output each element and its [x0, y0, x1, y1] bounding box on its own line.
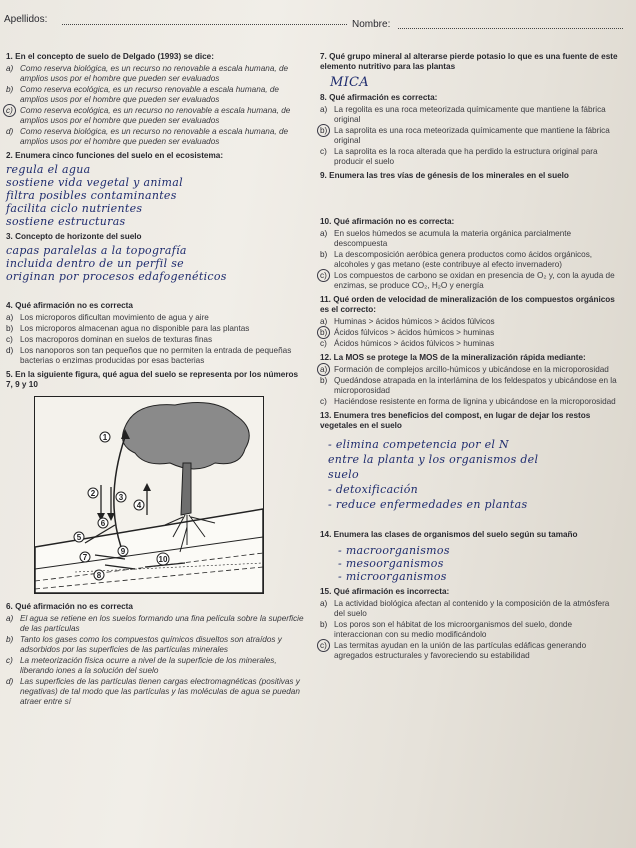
handwritten-answer[interactable]: - macroorganismos - mesoorganismos - microorganismos	[338, 544, 450, 583]
option-c[interactable]: c) Como reserva ecológica, es un recurso no renovable a escala humana, de amplios usos por el hombre que pueden ser evaluados	[6, 106, 291, 125]
option-d[interactable]: d) Los nanoporos son tan pequeños que no permiten la entrada de pequeñas bacterias o enzimas producidas por esas bacterias	[6, 346, 292, 365]
option-b[interactable]: b) Los poros son el hábitat de los microorganismos del suelo, donde interaccionan con su medio modificándolo	[320, 620, 573, 639]
figure-label: 9	[120, 547, 126, 556]
question-title: 12. La MOS se protege la MOS de la mineralización rápida mediante:	[320, 353, 586, 362]
header	[0, 14, 636, 34]
option-a[interactable]: a) La regolita es una roca meteorizada químicamente que mantiene la fábrica original	[320, 105, 606, 124]
selected-circle: b)	[320, 126, 334, 146]
question-title: 13. Enumera tres beneficios del compost, en lugar de dejar los restos vegetales en el suelo	[320, 411, 591, 430]
question-3	[6, 232, 306, 283]
tree-canopy	[123, 403, 250, 469]
handwritten-answer[interactable]: MICA	[330, 75, 369, 90]
question-9	[320, 171, 620, 213]
question-title: 4. Qué afirmación no es correcta	[6, 301, 133, 310]
option-b[interactable]: b) Como reserva ecológica, es un recurso renovable a escala humana, de amplios usos por el hombre que pueden ser evaluados	[6, 85, 279, 104]
question-title: 3. Concepto de horizonte del suelo	[6, 232, 142, 241]
question-title: 14. Enumera las clases de organismos del suelo según su tamaño	[320, 530, 578, 539]
option-b[interactable]: b) La descomposición aeróbica genera productos como ácidos orgánicos, alcoholes y gas metano (este contribuye al efecto invernadero)	[320, 250, 593, 269]
answer-space[interactable]	[320, 183, 620, 213]
question-title: 10. Qué afirmación no es correcta:	[320, 217, 455, 226]
arrow-head	[143, 483, 151, 491]
figure-label: 2	[90, 489, 96, 498]
option-a[interactable]: a) En suelos húmedos se acumula la materia orgánica parcialmente descompuesta	[320, 229, 572, 248]
selected-circle: a)	[320, 365, 334, 375]
option-d[interactable]: d) Las superficies de las partículas tienen cargas electromagnéticas (positivas y negativas) de tal modo que las partículas y las moléculas de agua se puedan atraer entre sí	[6, 677, 300, 706]
option-a[interactable]: a) Formación de complejos arcillo-húmicos y ubicándose en la microporosidad	[320, 365, 609, 374]
question-title: 7. Qué grupo mineral al alterarse pierde potasio lo que es una fuente de este elemento nutritivo para las plantas	[320, 52, 618, 71]
question-title: 5. En la siguiente figura, qué agua del suelo se representa por los números 7, 9 y 10	[6, 370, 299, 389]
figure-label: 5	[76, 533, 82, 542]
question-6	[6, 602, 306, 707]
question-5	[6, 370, 306, 594]
question-7	[320, 52, 620, 89]
question-13	[320, 411, 620, 512]
question-title: 8. Qué afirmación es correcta:	[320, 93, 438, 102]
selected-circle: b)	[320, 328, 334, 338]
question-title: 15. Qué afirmación es incorrecta:	[320, 587, 450, 596]
figure-label: 10	[158, 555, 168, 564]
option-b[interactable]: b) Quedándose atrapada en la interlámina de los feldespatos y ubicándose en la microporosidad	[320, 376, 617, 395]
handwritten-answer[interactable]: regula el agua sostiene vida vegetal y animal filtra posibles contaminantes facilita ciclo nutrientes sostiene estructuras	[6, 163, 183, 228]
question-14	[320, 530, 620, 583]
question-title: 11. Qué orden de velocidad de mineralización de los compuestos orgánicos es el correcto:	[320, 295, 615, 314]
question-2	[6, 151, 306, 228]
question-title: 1. En el concepto de suelo de Delgado (1993) se dice:	[6, 52, 214, 61]
option-a[interactable]: a) Como reserva biológica, es un recurso no renovable a escala humana, de amplios usos por el hombre que pueden ser evaluados	[6, 64, 289, 83]
nombre-label: Nombre:	[352, 19, 391, 30]
option-a[interactable]: a) Huminas > ácidos húmicos > ácidos fúlvicos	[320, 317, 495, 326]
selected-circle: c)	[320, 641, 334, 661]
option-c[interactable]: c) Los compuestos de carbono se oxidan en presencia de O₂ y, con la ayuda de enzimas, se produce CO₂, H₂O y energía	[320, 271, 615, 290]
question-15	[320, 587, 620, 661]
left-column	[6, 52, 306, 711]
question-12	[320, 353, 620, 407]
option-b[interactable]: b) Los microporos almacenan agua no disponible para las plantas	[6, 324, 250, 333]
figure-label: 8	[96, 571, 102, 580]
question-title: 9. Enumera las tres vías de génesis de los minerales en el suelo	[320, 171, 569, 180]
option-c[interactable]: c) Ácidos húmicos > ácidos fúlvicos > huminas	[320, 339, 495, 348]
selected-circle: c)	[320, 271, 334, 291]
option-c[interactable]: c) Las termitas ayudan en la unión de las partículas edáficas generando agregados estructurales y favoreciendo su estabilidad	[320, 641, 587, 660]
apellidos-label: Apellidos:	[4, 14, 48, 25]
tree-trunk	[181, 463, 191, 515]
question-4	[6, 301, 306, 366]
figure-label: 6	[100, 519, 106, 528]
option-c[interactable]: c) La meteorización física ocurre a nivel de la superficie de los minerales, liberando iones a la solución del suelo	[6, 656, 277, 675]
question-8	[320, 93, 620, 167]
question-10	[320, 217, 620, 291]
apellidos-line[interactable]	[62, 24, 347, 25]
figure-label: 7	[82, 553, 88, 562]
figure-label: 4	[136, 501, 142, 510]
option-a[interactable]: a) Los microporos dificultan movimiento de agua y aire	[6, 313, 209, 322]
question-title: 6. Qué afirmación no es correcta	[6, 602, 133, 611]
question-title: 2. Enumera cinco funciones del suelo en el ecosistema:	[6, 151, 224, 160]
figure-label: 3	[118, 493, 124, 502]
soil-surface	[35, 509, 263, 593]
option-b[interactable]: b) Ácidos fúlvicos > ácidos húmicos > huminas	[320, 328, 495, 337]
soil-water-figure	[34, 396, 264, 594]
option-c[interactable]: c) Los macroporos dominan en suelos de texturas finas	[6, 335, 213, 344]
arrow-head	[107, 513, 115, 521]
option-d[interactable]: d) Como reserva biológica, es un recurso no renovable a escala humana, de amplios usos por el hombre que pueden ser evaluados	[6, 127, 289, 146]
option-c[interactable]: c) La saprolita es la roca alterada que ha perdido la estructura original para producir el suelo	[320, 147, 598, 166]
selected-circle: c)	[6, 106, 20, 126]
option-a[interactable]: a) El agua se retiene en los suelos formando una fina película sobre la superficie de las partículas	[6, 614, 304, 633]
right-column	[320, 52, 620, 665]
figure-label: 1	[102, 433, 108, 442]
nombre-line[interactable]	[398, 28, 623, 29]
question-1	[6, 52, 306, 147]
option-c[interactable]: c) Haciéndose resistente en forma de lignina y ubicándose en la microporosidad	[320, 397, 616, 406]
handwritten-answer[interactable]: - elimina competencia por el N entre la planta y los organismos del suelo - detoxificación - reduce enfermedades en plantas	[328, 438, 539, 511]
option-b[interactable]: b) La saprolita es una roca meteorizada químicamente que mantiene la fábrica original	[320, 126, 610, 145]
option-a[interactable]: a) La actividad biológica afectan al contenido y la composición de la atmósfera del suelo	[320, 599, 610, 618]
option-b[interactable]: b) Tanto los gases como los compuestos químicos disueltos son atraídos y adsorbidos por las superficies de las partículas minerales	[6, 635, 282, 654]
question-11	[320, 295, 620, 349]
soil-water-diagram	[35, 397, 263, 593]
handwritten-answer[interactable]: capas paralelas a la topografía incluida dentro de un perfil se originan por procesos edafogenéticos	[6, 244, 227, 283]
